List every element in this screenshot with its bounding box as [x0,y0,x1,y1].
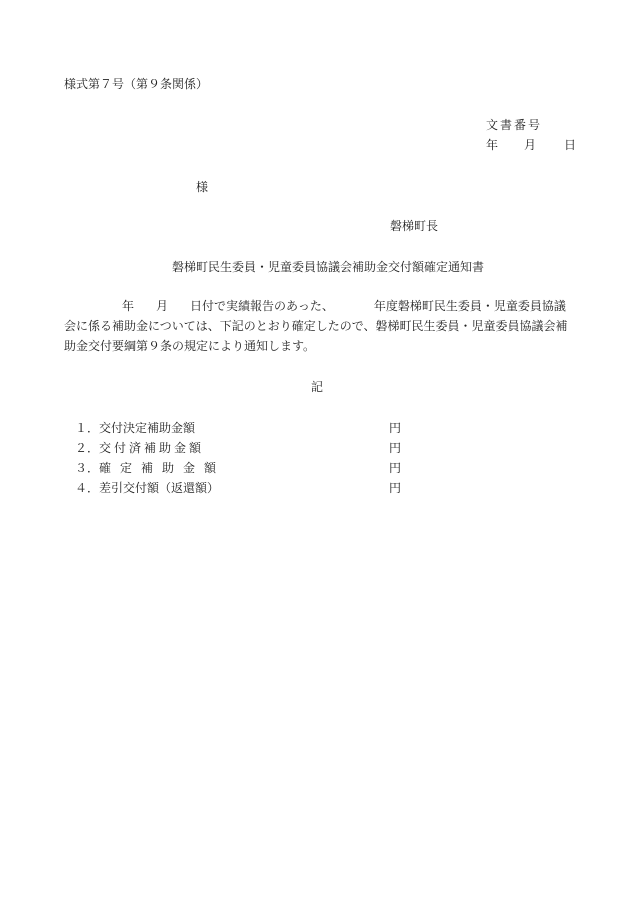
list-item [75,458,415,478]
document-number-label: 文書番号 [486,118,543,132]
item-unit: 円 [389,461,402,475]
amount-list [75,418,415,498]
item-unit: 円 [389,481,402,495]
body-month: 月 [156,299,169,313]
issue-date [486,137,576,153]
list-item [75,478,415,498]
form-number: 様式第７号（第９条関係） [64,77,209,91]
item-number: １． [75,421,100,435]
body-rest: 年度磐梯町民生委員・児童委員協議会に係る補助金については、下記のとおり確定したので、磐梯町民生委員・児童委員協議会補助金交付要綱第９条の規定により通知します。 [64,299,568,353]
list-item [75,418,415,438]
date-month: 月 [524,138,537,152]
item-unit: 円 [389,421,402,435]
date-year: 年 [486,138,499,152]
date-day: 日 [564,138,577,152]
list-item [75,438,415,458]
body-day-text: 日付で実績報告のあった、 [190,299,334,313]
ki-heading: 記 [311,380,324,394]
item-label: 差引交付額（返還額） [99,481,220,495]
item-number: ４． [75,481,100,495]
item-unit: 円 [389,441,402,455]
item-number: ３． [75,461,100,475]
item-number: ２． [75,441,100,455]
sender: 磐梯町長 [390,219,439,233]
item-label: 交付決定補助金額 [99,421,196,435]
item-label: 交付済補助金額 [99,441,205,455]
addressee-suffix: 様 [196,180,209,194]
body-year: 年 [122,299,135,313]
body-text [64,296,574,356]
document-title: 磐梯町民生委員・児童委員協議会補助金交付額確定通知書 [172,260,485,274]
item-label: 確定補助金額 [99,461,226,475]
